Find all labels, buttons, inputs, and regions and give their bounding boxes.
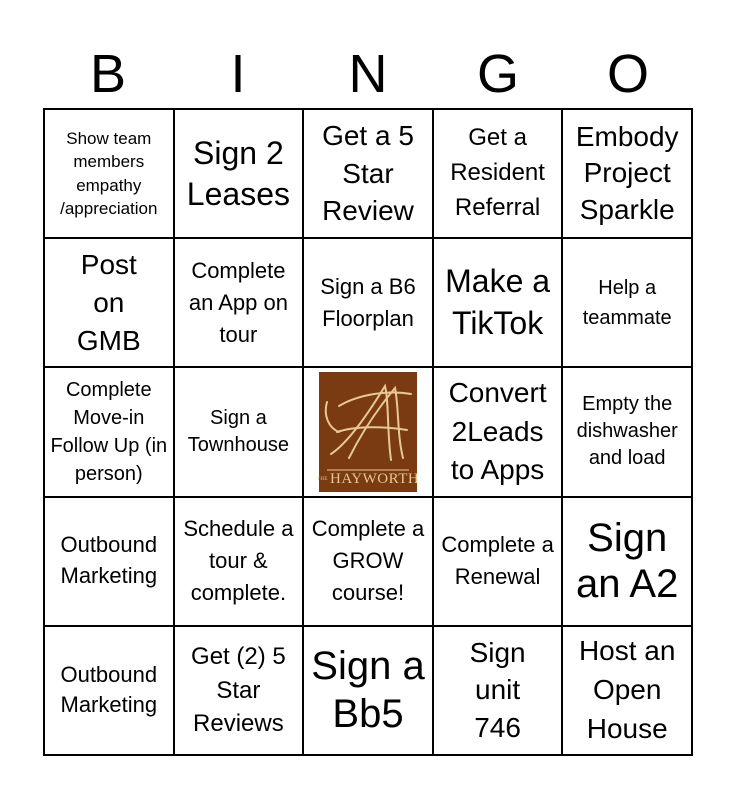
cell-text: Get a 5 Star Review xyxy=(322,119,414,227)
bingo-cell-25[interactable] xyxy=(563,627,693,756)
cell-text: Convert 2Leads to Apps xyxy=(448,377,547,486)
bingo-cell-5[interactable] xyxy=(563,110,693,239)
cell-text: Outbound Marketing xyxy=(60,661,158,718)
header-letter-i: I xyxy=(230,44,246,104)
cell-text: Complete a GROW course! xyxy=(311,516,425,606)
cell-text: Help a teammate xyxy=(582,276,672,329)
cell-text: Sign unit 746 xyxy=(469,636,526,744)
cell-text: Schedule a tour & complete. xyxy=(183,516,294,606)
cell-text: Sign an A2 xyxy=(576,516,679,607)
bingo-cell-16[interactable] xyxy=(45,498,175,627)
bingo-cell-13-free[interactable] xyxy=(304,368,434,497)
bingo-cell-19[interactable] xyxy=(434,498,564,627)
cell-text: Embody Project Sparkle xyxy=(575,121,679,225)
cell-text: Make a TikTok xyxy=(445,263,551,341)
bingo-cell-24[interactable] xyxy=(434,627,564,756)
header-letter-n: N xyxy=(348,44,388,104)
bingo-board xyxy=(43,108,693,756)
header-letter-o: O xyxy=(606,44,649,104)
bingo-cell-8[interactable] xyxy=(304,239,434,368)
bingo-cell-14[interactable] xyxy=(434,368,564,497)
cell-text: Empty the dishwasher and load xyxy=(576,393,678,470)
bingo-cell-15[interactable] xyxy=(563,368,693,497)
cell-text: Sign a Bb5 xyxy=(311,644,425,737)
bingo-cell-21[interactable] xyxy=(45,627,175,756)
cell-text: Sign 2 Leases xyxy=(186,134,290,212)
header-letter-g: G xyxy=(476,44,519,104)
bingo-cell-22[interactable] xyxy=(175,627,305,756)
cell-text: Get a Resident Referral xyxy=(450,124,545,221)
hayworth-logo xyxy=(316,372,420,492)
bingo-cell-11[interactable] xyxy=(45,368,175,497)
bingo-cell-6[interactable] xyxy=(45,239,175,368)
cell-text: Post on GMB xyxy=(76,249,141,356)
bingo-cell-10[interactable] xyxy=(563,239,693,368)
bingo-cell-12[interactable] xyxy=(175,368,305,497)
bingo-cell-2[interactable] xyxy=(175,110,305,239)
cell-text: Host an Open House xyxy=(578,635,676,744)
bingo-cell-9[interactable] xyxy=(434,239,564,368)
cell-text: Sign a B6 Floorplan xyxy=(320,273,416,331)
cell-text: Complete Move-in Follow Up (in person) xyxy=(50,378,168,485)
bingo-cell-23[interactable] xyxy=(304,627,434,756)
cell-text: Complete an App on tour xyxy=(188,257,288,347)
bingo-cell-18[interactable] xyxy=(304,498,434,627)
cell-text: Sign a Townhouse xyxy=(187,406,289,456)
cell-text: Complete a Renewal xyxy=(441,532,554,590)
bingo-cell-4[interactable] xyxy=(434,110,564,239)
bingo-cell-7[interactable] xyxy=(175,239,305,368)
logo-wordmark: THE HAYWORTH xyxy=(316,470,420,487)
bingo-cell-3[interactable] xyxy=(304,110,434,239)
cell-text: Show team members empathy /appreciation xyxy=(60,128,158,219)
cell-text: Outbound Marketing xyxy=(60,532,158,589)
header-letter-b: B xyxy=(89,44,127,104)
bingo-cell-17[interactable] xyxy=(175,498,305,627)
bingo-cell-1[interactable] xyxy=(45,110,175,239)
bingo-cell-20[interactable] xyxy=(563,498,693,627)
bingo-header xyxy=(43,40,693,108)
cell-text: Get (2) 5 Star Reviews xyxy=(191,643,286,738)
